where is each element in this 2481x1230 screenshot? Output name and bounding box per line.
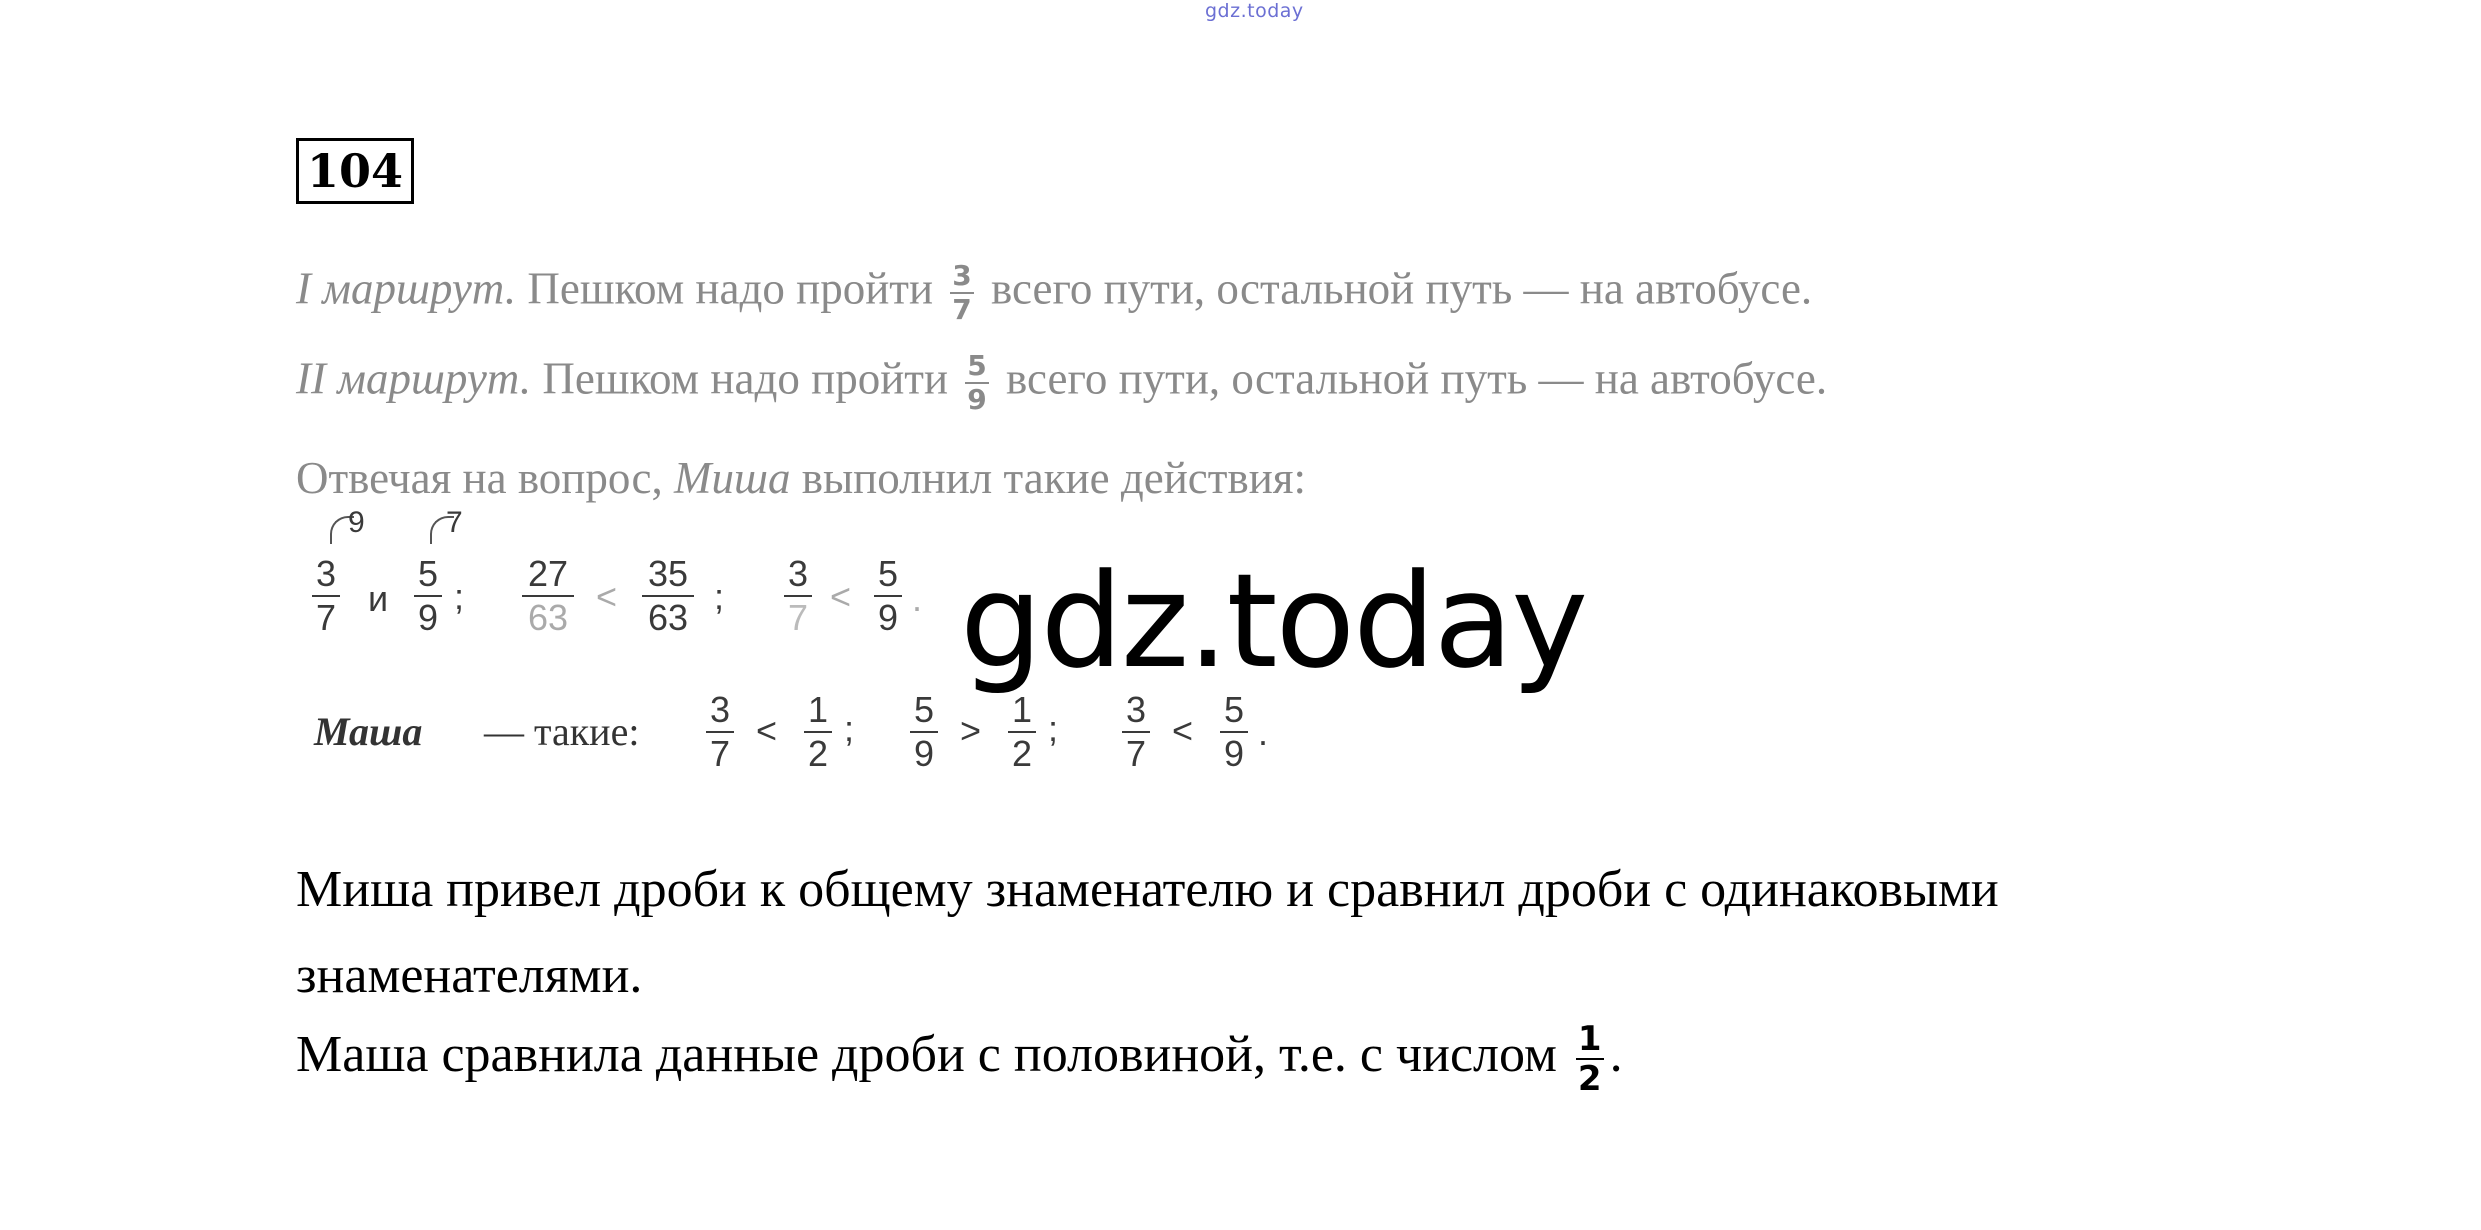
fraction-denominator: 63 (527, 597, 569, 638)
fraction-numerator: 5 (874, 556, 902, 597)
fraction-numerator: 27 (522, 556, 574, 597)
multiplier-2: 7 (446, 506, 463, 539)
fraction-denominator: 7 (1125, 733, 1147, 774)
answer-line-2: знаменателями. (296, 947, 643, 1004)
fraction-numerator: 1 (1008, 692, 1036, 733)
answer-line-3-text: Маша сравнила данные дроби с половиной, т.е. с числом (296, 1025, 1570, 1083)
watermark-large: gdz.today (960, 545, 1587, 697)
route-1-text-after: всего пути, остальной путь — на автобусе. (979, 263, 1813, 314)
question-name: Миша (673, 453, 791, 503)
separator: ; (844, 708, 855, 749)
route-1-line (296, 259, 1813, 326)
misha-fraction-2 (414, 553, 442, 638)
watermark-small: gdz.today (1205, 0, 1304, 22)
route-2-fraction (965, 349, 988, 416)
fraction-denominator: 2 (1011, 733, 1033, 774)
answer-line-3-end: . (1609, 1025, 1623, 1083)
answer-line-3 (296, 1019, 1623, 1099)
fraction-numerator: 1 (804, 692, 832, 733)
answer-fraction (1576, 1019, 1604, 1099)
separator: ; (1048, 708, 1059, 749)
less-than-sign: < (756, 710, 778, 751)
misha-fraction-1 (312, 553, 340, 638)
masha-fraction-2 (804, 689, 832, 774)
fraction-numerator: 3 (784, 556, 812, 597)
fraction-numerator: 1 (1577, 1019, 1602, 1059)
and-word: и (368, 578, 389, 619)
fraction-denominator: 7 (709, 733, 731, 774)
fraction-denominator: 2 (1577, 1059, 1602, 1099)
question-line (296, 452, 1306, 504)
fraction-denominator: 7 (787, 597, 809, 638)
fraction-denominator: 9 (1223, 733, 1245, 774)
masha-rest: — такие: (484, 709, 640, 754)
route-1-label: I маршрут. (296, 263, 517, 314)
fraction-denominator: 9 (967, 383, 987, 416)
period: . (1258, 712, 1269, 753)
route-2-line (296, 349, 1828, 416)
misha-fraction-6 (874, 553, 902, 638)
question-text-before: Отвечая на вопрос, (296, 453, 674, 503)
fraction-numerator: 35 (642, 556, 694, 597)
fraction-denominator: 9 (417, 597, 439, 638)
fraction-denominator: 7 (952, 293, 972, 326)
misha-fraction-3 (522, 553, 574, 638)
fraction-numerator: 3 (312, 556, 340, 597)
fraction-numerator: 5 (967, 349, 987, 382)
multiplier-1: 9 (348, 506, 365, 539)
less-than-sign: < (830, 576, 852, 617)
misha-fraction-4 (642, 553, 694, 638)
fraction-numerator: 5 (910, 692, 938, 733)
task-number: 104 (296, 138, 414, 204)
masha-name: Маша (314, 709, 423, 754)
fraction-numerator: 3 (952, 259, 972, 292)
period: . (912, 578, 923, 619)
question-text-after: выполнил такие действия: (790, 453, 1306, 503)
masha-fraction-4 (1008, 689, 1036, 774)
less-than-sign: < (596, 576, 618, 617)
answer-line-1: Миша привел дроби к общему знаменателю и сравнил дроби с одинаковыми (296, 861, 1999, 918)
masha-fraction-1 (706, 689, 734, 774)
masha-fraction-6 (1220, 689, 1248, 774)
fraction-numerator: 5 (1220, 692, 1248, 733)
fraction-numerator: 3 (1122, 692, 1150, 733)
fraction-numerator: 5 (414, 556, 442, 597)
fraction-denominator: 9 (913, 733, 935, 774)
fraction-denominator: 7 (315, 597, 337, 638)
masha-fraction-3 (910, 689, 938, 774)
greater-than-sign: > (960, 710, 982, 751)
route-1-text-before: Пешком надо пройти (516, 263, 945, 314)
route-2-text-after: всего пути, остальной путь — на автобусе. (994, 353, 1828, 404)
separator: ; (454, 576, 465, 617)
fraction-denominator: 63 (647, 597, 689, 638)
misha-fraction-5 (784, 553, 812, 638)
fraction-numerator: 3 (706, 692, 734, 733)
route-2-label: II маршрут. (296, 353, 532, 404)
separator: ; (714, 576, 725, 617)
masha-fraction-5 (1122, 689, 1150, 774)
route-1-fraction (950, 259, 973, 326)
fraction-denominator: 9 (877, 597, 899, 638)
fraction-denominator: 2 (807, 733, 829, 774)
less-than-sign: < (1172, 710, 1194, 751)
route-2-text-before: Пешком надо пройти (531, 353, 960, 404)
